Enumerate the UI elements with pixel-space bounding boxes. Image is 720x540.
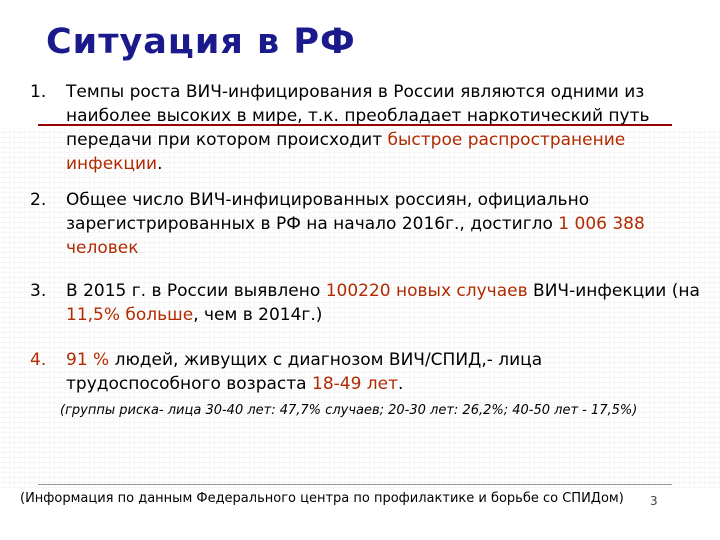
risk-group-note: (группы риска- лица 30-40 лет: 47,7% случаев; 20-30 лет: 26,2%; 40-50 лет - 17,5%)	[60, 403, 638, 418]
item-text: 91 % людей, живущих с диагнозом ВИЧ/СПИД,- лица трудоспособного возраста 18-49 лет.	[66, 350, 543, 394]
page-number: 3	[650, 494, 658, 508]
footer-divider	[38, 484, 672, 485]
item-highlight: 1 006 388 человек	[66, 214, 645, 258]
item-number: 4.	[30, 350, 47, 370]
list-item-1	[30, 80, 700, 176]
item-text: Общее число ВИЧ-инфицированных россиян, официально зарегистрированных в РФ на начало 2016г., достигло 1 006 388 человек	[66, 190, 645, 258]
page-title: Ситуация в РФ	[46, 22, 356, 62]
source-footnote: (Информация по данным Федерального центра по профилактике и борьбе со СПИДом)	[20, 491, 624, 506]
item-highlight: 91 %	[66, 350, 110, 370]
item-number: 1.	[30, 82, 47, 102]
item-text: В 2015 г. в России выявлено 100220 новых случаев ВИЧ-инфекции (на 11,5% больше, чем в 2014г.)	[66, 281, 700, 325]
item-highlight: 100220 новых случаев	[325, 281, 528, 301]
list-item-2	[30, 188, 700, 260]
item-highlight-2: 18-49 лет	[312, 374, 399, 394]
list-item-3	[30, 279, 700, 327]
item-number: 3.	[30, 281, 47, 301]
item-number: 2.	[30, 190, 47, 210]
list-item-4	[30, 348, 700, 396]
item-text: Темпы роста ВИЧ-инфицирования в России являются одними из наиболее высоких в мире, т.к. преобладает наркотический путь передачи при котором происходит быстрое распространение инфекции.	[66, 82, 650, 174]
item-highlight-2: 11,5% больше	[66, 305, 194, 325]
item-highlight: быстрое распространение инфекции	[66, 130, 626, 174]
